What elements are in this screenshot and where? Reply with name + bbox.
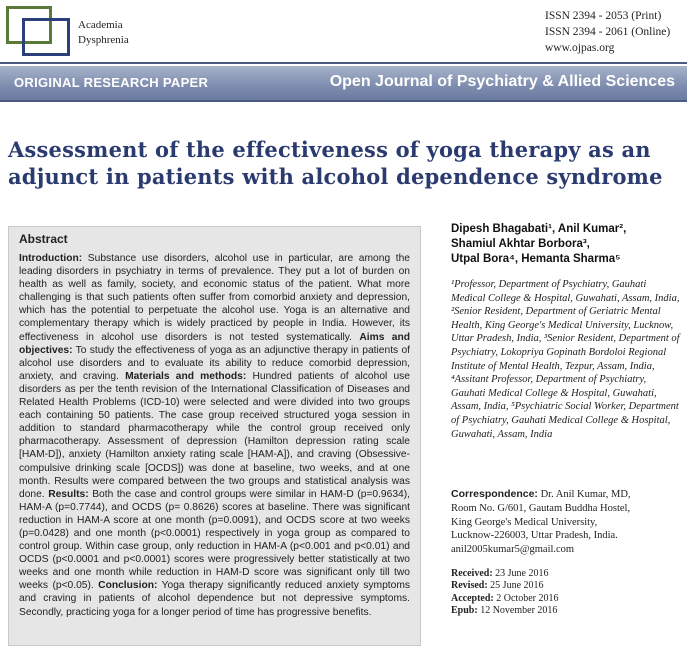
results-label: Results: xyxy=(48,488,89,500)
journal-name: Open Journal of Psychiatry & Allied Sciences xyxy=(329,73,675,90)
journal-banner xyxy=(0,66,687,102)
epub-value: 12 November 2016 xyxy=(477,605,558,617)
intro-text: Substance use disorders, alcohol use in particular, are among the leading disorders in psychiatry in terms of prevalence. They put a lot of burden on health as well as family, society, and economic status of the patient. What more challenging is that such patients often suffer from comorbid anxiety and depression, which has the potential to perpetuate the alcohol use. Yoga is an alternative and complementary therapy which is widely practiced by people in India. However, its effectiveness in alcohol use disorders is not tested systematically. xyxy=(19,253,410,343)
date-received xyxy=(451,568,681,580)
methods-label: Materials and methods: xyxy=(125,370,247,382)
date-accepted xyxy=(451,593,681,605)
correspondence-name: Dr. Anil Kumar, MD, xyxy=(537,489,631,500)
aims-label: Aims and objectives: xyxy=(19,331,410,356)
accepted-label: Accepted: xyxy=(451,592,494,604)
accepted-value: 2 October 2016 xyxy=(493,592,559,604)
journal-logo xyxy=(6,6,68,52)
received-label: Received: xyxy=(451,568,493,579)
epub-label: Epub: xyxy=(451,605,478,617)
issn-online: ISSN 2394 - 2061 (Online) xyxy=(545,26,671,38)
article-dates xyxy=(451,568,681,618)
date-epub xyxy=(451,605,681,617)
logo-square-blue xyxy=(22,18,70,56)
correspondence-line-2: Room No. G/601, Gautam Buddha Hostel, xyxy=(451,502,631,514)
issn-block xyxy=(545,8,670,56)
correspondence-label: Correspondence: xyxy=(451,488,538,500)
header-rule xyxy=(0,62,687,64)
revised-value: 25 June 2016 xyxy=(487,580,544,592)
correspondence xyxy=(451,488,681,557)
correspondence-line-4: Lucknow-226003, Uttar Pradesh, India. xyxy=(451,530,618,542)
conclusion-label: Conclusion: xyxy=(98,580,158,592)
intro-label: Introduction: xyxy=(19,253,83,264)
abstract-box xyxy=(8,226,421,646)
correspondence-line-1 xyxy=(451,488,681,502)
author-line-1: Dipesh Bhagabati¹, Anil Kumar², xyxy=(451,223,627,235)
brand-line-2: Dysphrenia xyxy=(78,34,129,46)
article-title: Assessment of the effectiveness of yoga therapy as an adjunct in patients with alcohol dependence syndrome xyxy=(8,137,663,189)
brand-line-1: Academia xyxy=(78,19,123,31)
publisher-name xyxy=(78,18,129,48)
revised-label: Revised: xyxy=(451,580,488,592)
author-line-2: Shamiul Akhtar Borbora³, xyxy=(451,238,590,250)
received-value: 23 June 2016 xyxy=(492,568,549,579)
correspondence-email[interactable]: anil2005kumar5@gmail.com xyxy=(451,544,575,556)
abstract-text xyxy=(19,252,410,619)
date-revised xyxy=(451,580,681,592)
results-text: Both the case and control groups were similar in HAM-D (p=0.9634), HAM-A (p=0.7744), and OCDS (p= 0.8626) scores at baseline. There was significant reduction in HAM-A score at one month (p=0.0091), and OCDS score at two weeks (p=0.0428) and one month (p<0.0001) respectively in yoga group as compared to control group. Within case group, only reduction in HAM-A (p<0.001 and p<0.01) and OCDS (p<0.0001 and p<0.0001) scores were progressively better statistically at two weeks and one month while reduction in HAM-D score was significant only till two weeks (p<0.05). xyxy=(19,488,410,592)
author-list xyxy=(451,222,681,267)
conclusion-text: Yoga therapy significantly reduced anxiety symptoms and craving in patients of alcohol dependence but not depressive symptoms. Secondly, practicing yoga for a longer period of time has progressive benefits. xyxy=(19,580,410,618)
section-label: ORIGINAL RESEARCH PAPER xyxy=(14,75,209,90)
issn-print: ISSN 2394 - 2053 (Print) xyxy=(545,10,662,22)
abstract-heading: Abstract xyxy=(19,232,68,246)
journal-website[interactable]: www.ojpas.org xyxy=(545,42,615,54)
aims-text: To study the effectiveness of yoga as an adjunctive therapy in patients of alcohol use disorders and to evaluate its ability to reduce comorbid depression, anxiety, and craving. xyxy=(19,344,410,382)
methods-text: Hundred patients of alcohol use disorders as per the tenth revision of the International Classification of Diseases and Related Health Problems (ICD-10) were selected and were divided into two groups each containing 50 patients. The case group received structured yoga session in addition to standard pharmacotherapy while the control group received only pharmacotherapy. Assessment of depression (Hamilton depression rating scale [HAM-D]), anxiety (Hamilton anxiety rating scale [HAM-A]), and craving (Obsessive-compulsive drinking scale [OCDS]) was done at baseline, two weeks, and at one month. Results were compared between the two groups and statistical analysis was done. xyxy=(19,370,411,500)
affiliations: ¹Professor, Department of Psychiatry, Gauhati Medical College & Hospital, Guwahati, Assam, India, ²Senior Resident, Department of Geriatric Mental Health, King George's Medical University, Lucknow, Uttar Pradesh, India, ³Senior Resident, Department of Psychiatry, Lokopriya Gopinath Bordoloi Regional Institute of Mental Health, Tezpur, Assam, India, ⁴Assitant Professor, Department of Psychiatry, Gauhati Medical College & Hospital, Guwahati, Assam, India, ⁵Psychiatric Social Worker, Department of Psychiatry, Gauhati Medical College & Hospital, Guwahati, Assam, India xyxy=(451,279,680,440)
author-line-3: Utpal Bora⁴, Hemanta Sharma⁵ xyxy=(451,253,621,265)
correspondence-line-3: King George's Medical University, xyxy=(451,516,598,528)
